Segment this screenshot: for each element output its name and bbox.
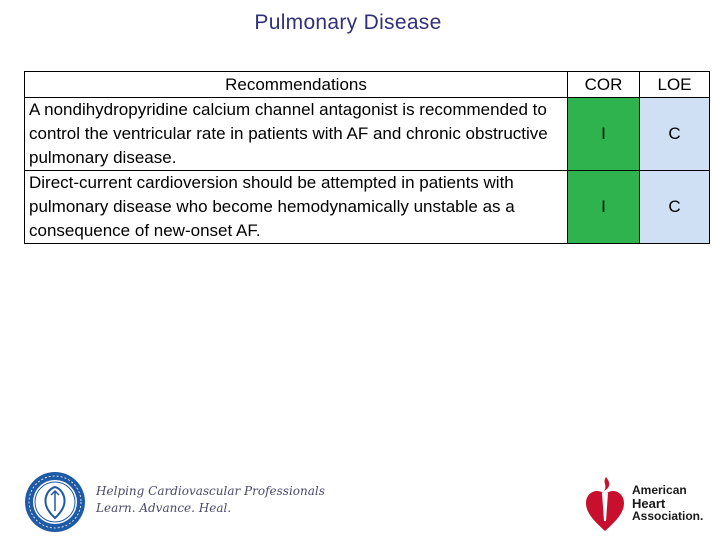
aha-heart-torch-icon — [584, 475, 626, 533]
table-row — [25, 98, 710, 171]
acc-tagline-line1: Helping Cardiovascular Professionals — [96, 484, 325, 498]
acc-tagline — [96, 483, 325, 517]
aha-name-line2: Heart — [632, 496, 666, 511]
header-cor: COR — [568, 72, 640, 98]
aha-name-line1: American — [632, 483, 687, 497]
header-recommendations: Recommendations — [25, 72, 568, 98]
cor-value: I — [568, 98, 640, 171]
recommendation-text: A nondihydropyridine calcium channel antagonist is recommended to control the ventricular rate in patients with AF and chronic obstructive pulmonary disease. — [25, 98, 568, 171]
acc-tagline-line2: Learn. Advance. Heal. — [96, 501, 232, 515]
slide-title: Pulmonary Disease — [254, 11, 442, 34]
loe-value: C — [640, 98, 710, 171]
recommendation-text: Direct-current cardioversion should be attempted in patients with pulmonary disease who become hemodynamically unstable as a consequence of new-onset AF. — [25, 171, 568, 244]
footer — [0, 465, 720, 535]
cor-value: I — [568, 171, 640, 244]
aha-name-line3: Association. — [632, 509, 704, 523]
recommendations-table — [24, 71, 710, 244]
header-loe: LOE — [640, 72, 710, 98]
table-header-row — [25, 72, 710, 98]
loe-value: C — [640, 171, 710, 244]
table-row — [25, 171, 710, 244]
aha-name — [632, 484, 703, 523]
acc-seal-icon — [24, 471, 86, 533]
